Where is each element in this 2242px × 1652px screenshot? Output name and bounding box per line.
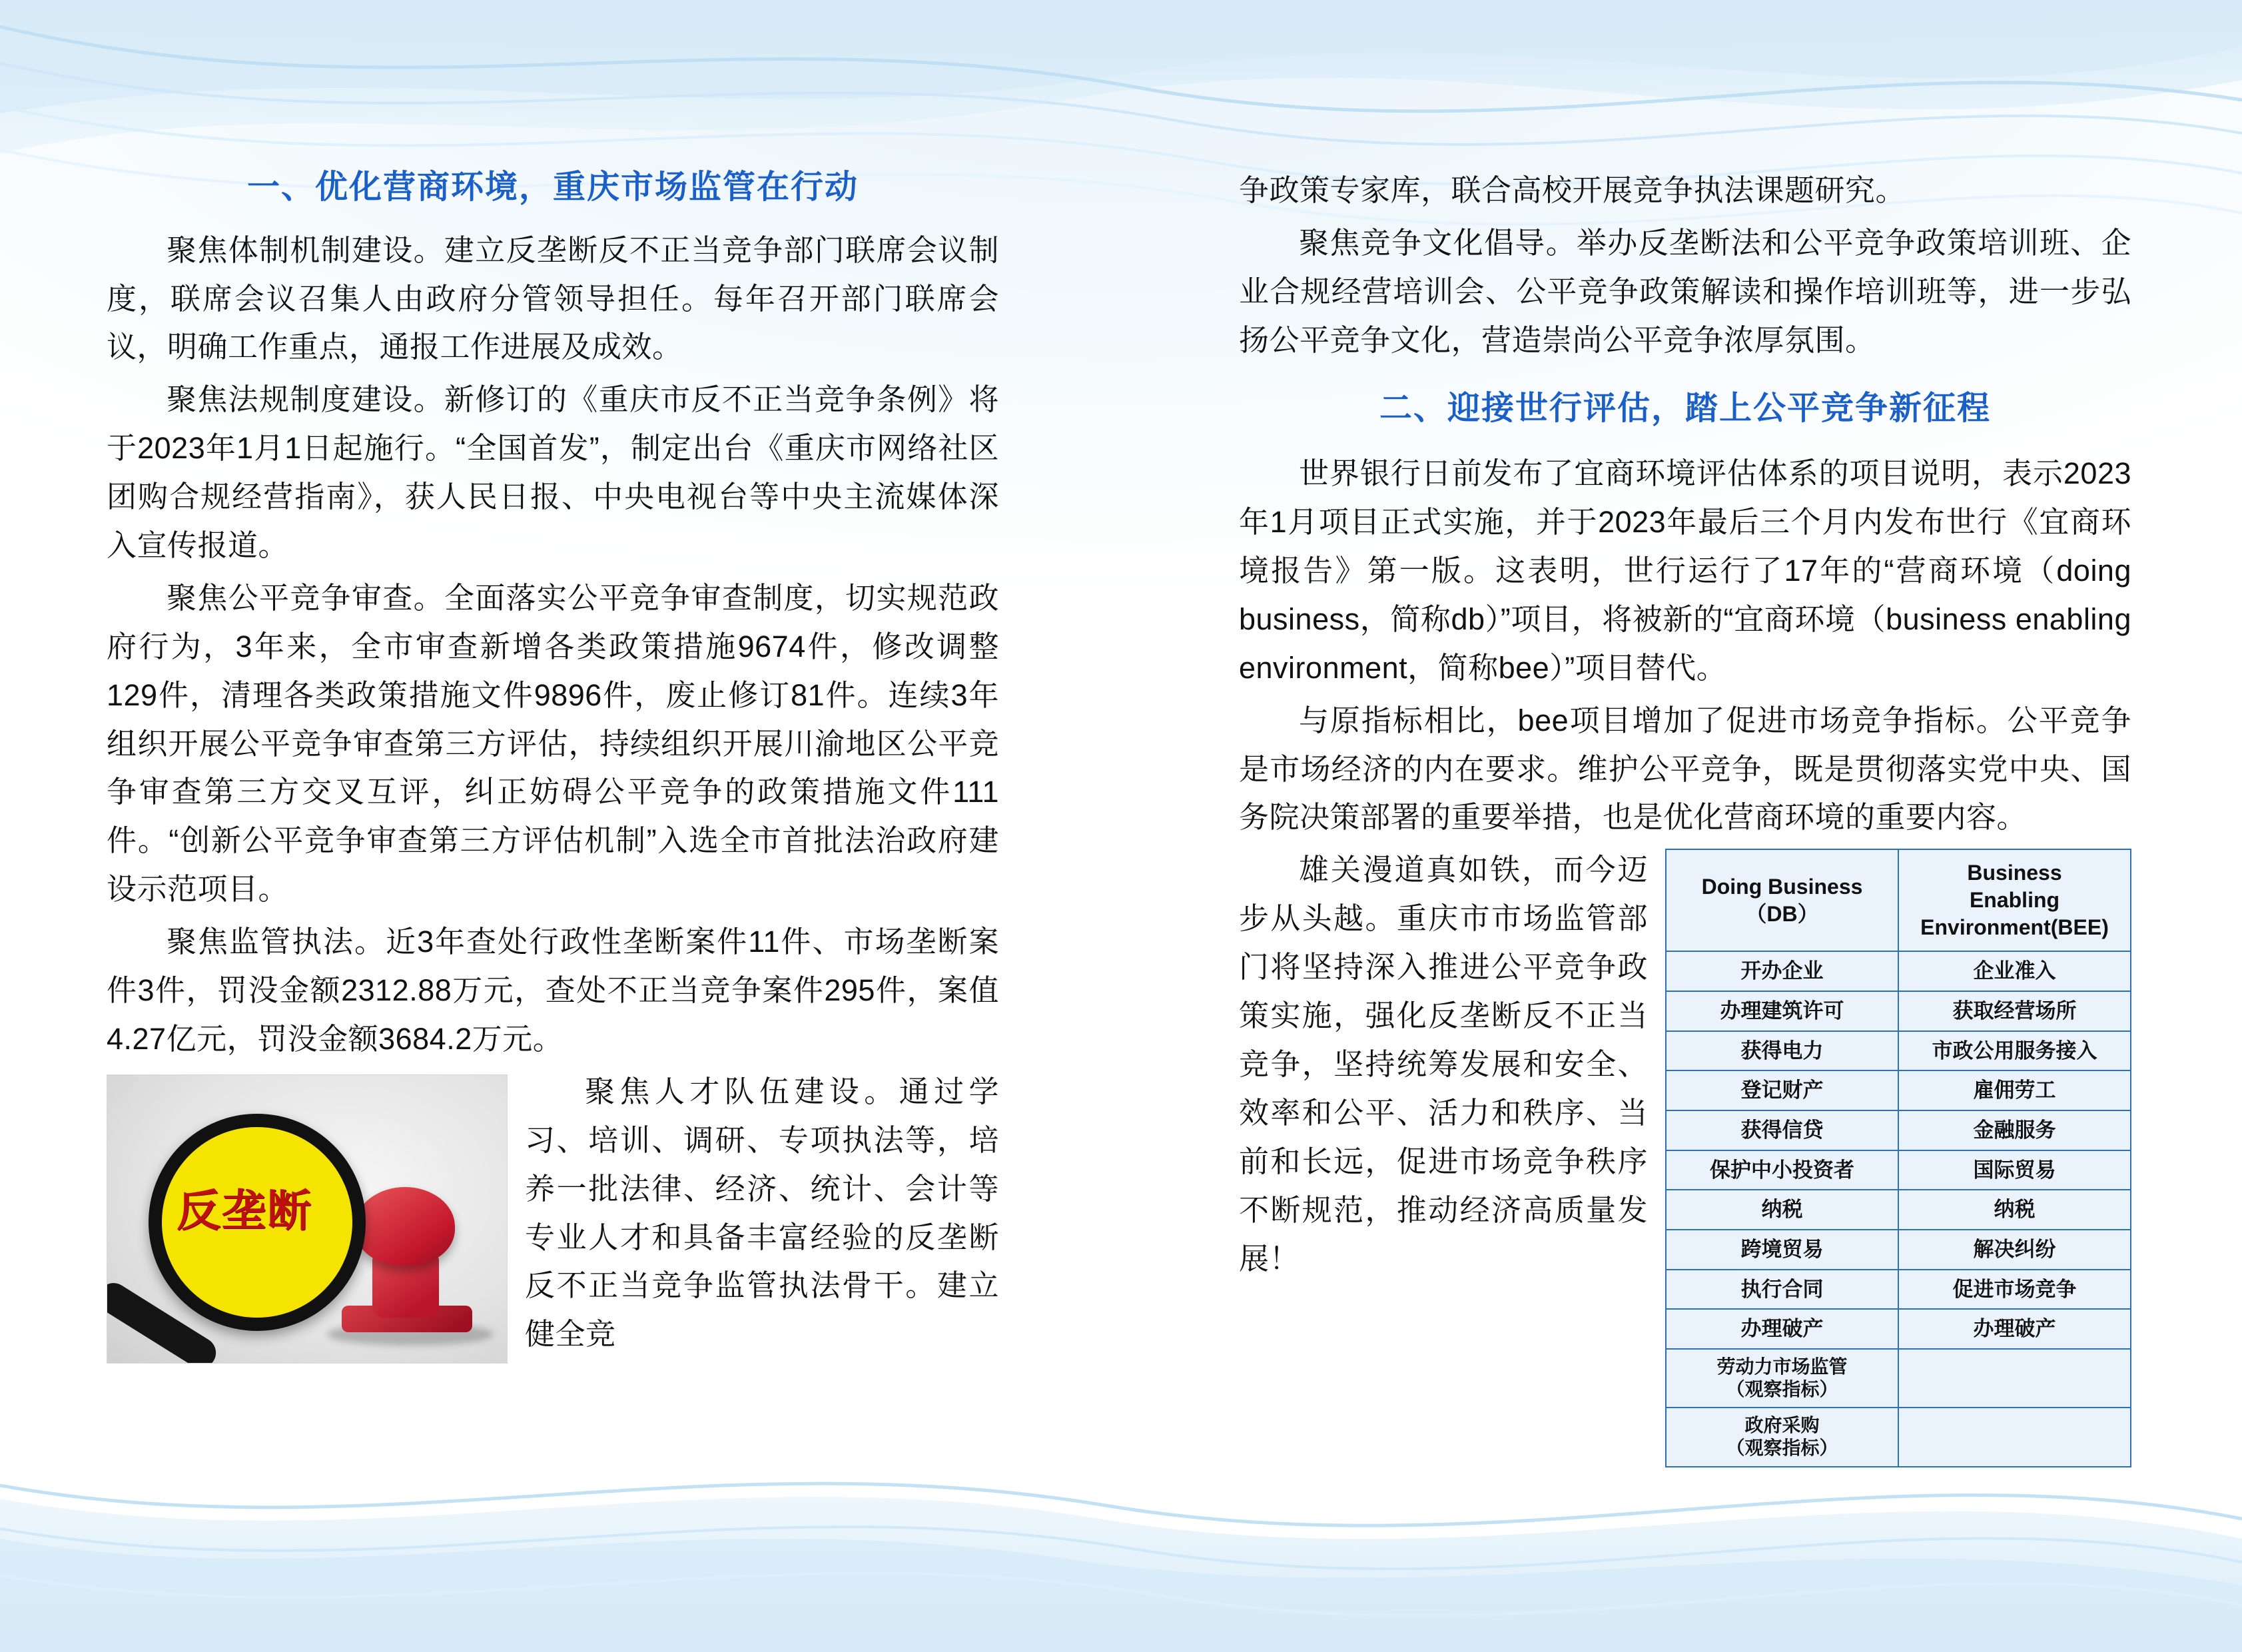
paragraph-regulations: 聚焦法规制度建设。新修订的《重庆市反不正当竞争条例》将于2023年1月1日起施行。“全国首发”，制定出台《重庆市网络社区团购合规经营指南》，获人民日报、中央电视台等中央主流媒体深入宣传报道。 xyxy=(107,382,999,563)
header-db-line1: Doing Business xyxy=(1701,874,1863,899)
magnifier-anti-monopoly-photo xyxy=(107,1074,508,1364)
cell-bee: 促进市场竞争 xyxy=(1898,1270,2131,1310)
cell-bee: 国际贸易 xyxy=(1898,1150,2131,1190)
table-header-db xyxy=(1666,849,1898,951)
cell-db: 开办企业 xyxy=(1666,951,1898,991)
cell-bee: 办理破产 xyxy=(1898,1309,2131,1349)
section-title-two: 二、迎接世行评估，踏上公平竞争新征程 xyxy=(1379,390,1991,426)
paragraph-mechanism: 聚焦体制机制建设。建立反垄断反不正当竞争部门联席会议制度，联席会议召集人由政府分管领导担任。每年召开部门联席会议，明确工作重点，通报工作进展及成效。 xyxy=(107,232,999,364)
cell-db-line2: （观察指标） xyxy=(1726,1438,1838,1459)
cell-db: 获得电力 xyxy=(1666,1031,1898,1071)
header-bee-line2: Enabling xyxy=(1969,888,2060,913)
table-and-text-block xyxy=(1239,846,2131,1472)
paragraph-bee-indicator: 与原指标相比，bee项目增加了促进市场竞争指标。公平竞争是市场经济的内在要求。维护公平竞争，既是贯彻落实党中央、国务院决策部署的重要举措，也是优化营商环境的重要内容。 xyxy=(1239,703,2131,835)
cell-db: 执行合同 xyxy=(1666,1270,1898,1310)
paragraph-continued-expert-database: 争政策专家库，联合高校开展竞争执法课题研究。 xyxy=(1239,173,1906,207)
cell-db: 纳税 xyxy=(1666,1190,1898,1230)
table-row xyxy=(1666,1270,2131,1310)
table-row xyxy=(1666,1110,2131,1150)
stamp-head-icon xyxy=(355,1187,455,1266)
paragraph-world-bank: 世界银行日前发布了宜商环境评估体系的项目说明，表示2023年1月项目正式实施，并于2023年最后三个月内发布世行《宜商环境报告》第一版。这表明，世行运行了17年的“营商环境（doing business，简称db）”项目，将被新的“宜商环境（business enabling environment，简称bee）”项目替代。 xyxy=(1239,456,2131,685)
cell-db: 跨境贸易 xyxy=(1666,1230,1898,1270)
table-row xyxy=(1666,1349,2131,1408)
cell-bee: 解决纠纷 xyxy=(1898,1230,2131,1270)
section-title-one: 一、优化营商环境，重庆市场监管在行动 xyxy=(246,169,859,205)
cell-db: 办理建筑许可 xyxy=(1666,991,1898,1031)
table-row xyxy=(1666,951,2131,991)
cell-db-line2: （观察指标） xyxy=(1726,1379,1838,1400)
cell-db: 保护中小投资者 xyxy=(1666,1150,1898,1190)
cell-db: 获得信贷 xyxy=(1666,1110,1898,1150)
left-column xyxy=(107,167,999,1368)
header-bee-line1: Business xyxy=(1967,861,2062,885)
db-bee-comparison-table-wrapper xyxy=(1665,849,2131,1467)
paragraph-enforcement: 聚焦监管执法。近3年查处行政性垄断案件11件、市场垄断案件3件，罚没金额2312.88万元，查处不正当竞争案件295件，案值4.27亿元，罚没金额3684.2万元。 xyxy=(107,925,999,1056)
cell-db: 登记财产 xyxy=(1666,1070,1898,1110)
table-row xyxy=(1666,991,2131,1031)
table-row xyxy=(1666,1150,2131,1190)
cell-bee: 市政公用服务接入 xyxy=(1898,1031,2131,1071)
paragraph-closing-outlook: 雄关漫道真如铁，而今迈步从头越。重庆市市场监管部门将坚持深入推进公平竞争政策实施，强化反垄断反不正当竞争，坚持统筹发展和安全、效率和公平、活力和秩序、当前和长远，促进市场竞争秩序不断规范，推动经济高质量发展！ xyxy=(1239,853,1648,1276)
table-row xyxy=(1666,1190,2131,1230)
table-header-bee xyxy=(1898,849,2131,951)
table-row xyxy=(1666,1309,2131,1349)
cell-bee: 企业准入 xyxy=(1898,951,2131,991)
cell-bee: 雇佣劳工 xyxy=(1898,1070,2131,1110)
right-column xyxy=(1239,167,2131,1473)
header-db-line2: （DB） xyxy=(1745,901,1819,926)
paragraph-competition-culture: 聚焦竞争文化倡导。举办反垄断法和公平竞争政策培训班、企业合规经营培训会、公平竞争政策解读和操作培训班等，进一步弘扬公平竞争文化，营造崇尚公平竞争浓厚氛围。 xyxy=(1239,225,2131,357)
db-bee-comparison-table xyxy=(1665,849,2131,1467)
cell-db-line1: 劳动力市场监管 xyxy=(1716,1356,1848,1377)
cell-db xyxy=(1666,1408,1898,1466)
table-row xyxy=(1666,1230,2131,1270)
figure-and-text-block xyxy=(107,1068,999,1368)
cell-bee-empty xyxy=(1898,1408,2131,1466)
cell-bee: 纳税 xyxy=(1898,1190,2131,1230)
cell-db: 办理破产 xyxy=(1666,1309,1898,1349)
cell-bee: 金融服务 xyxy=(1898,1110,2131,1150)
figure-caption-text: 反垄断 xyxy=(177,1185,312,1235)
cell-bee-empty xyxy=(1898,1349,2131,1408)
paragraph-fair-competition-review: 聚焦公平竞争审查。全面落实公平竞争审查制度，切实规范政府行为，3年来，全市审查新增各类政策措施9674件，修改调整129件，清理各类政策措施文件9896件，废止修订81件。连续3年组织开展公平竞争审查第三方评估，持续组织开展川渝地区公平竞争审查第三方交叉互评，纠正妨碍公平竞争的政策措施文件111件。“创新公平竞争审查第三方评估机制”入选全市首批法治政府建设示范项目。 xyxy=(107,580,999,907)
table-header-row xyxy=(1666,849,2131,951)
header-bee-line3: Environment(BEE) xyxy=(1920,915,2109,940)
table-row xyxy=(1666,1070,2131,1110)
cell-bee: 获取经营场所 xyxy=(1898,991,2131,1031)
table-row xyxy=(1666,1031,2131,1071)
table-row xyxy=(1666,1408,2131,1466)
cell-db xyxy=(1666,1349,1898,1408)
cell-db-line1: 政府采购 xyxy=(1744,1415,1820,1436)
paragraph-talent-team: 聚焦人才队伍建设。通过学习、培训、调研、专项执法等，培养一批法律、经济、统计、会计等专业人才和具备丰富经验的反垄断反不正当竞争监管执法骨干。建立健全竞 xyxy=(525,1074,999,1352)
